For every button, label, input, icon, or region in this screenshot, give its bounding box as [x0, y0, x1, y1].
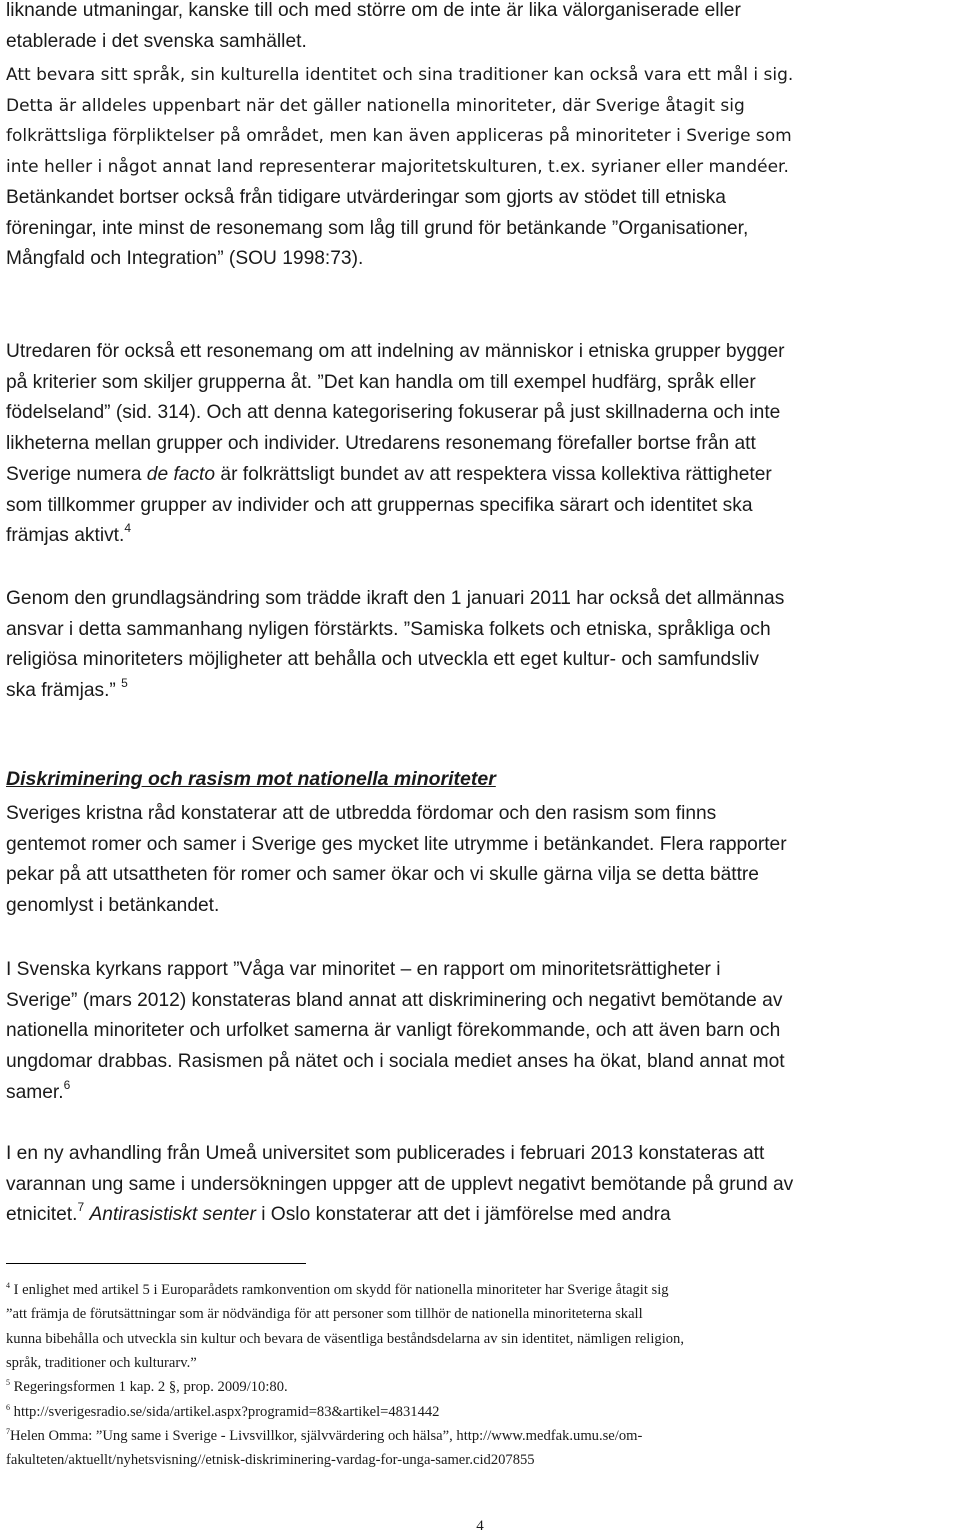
footnote-line[interactable]: fakulteten/aktuellt/nyhetsvisning//etnisk-diskriminering-vardag-for-unga-samer.cid207855 [6, 1452, 535, 1469]
paragraph-umea-dissertation [6, 1139, 956, 1231]
text-line: Betänkandet bortser också från tidigare utvärderingar som gjorts av stödet till etniska [6, 187, 726, 208]
footnote-line [6, 1375, 956, 1399]
text-line: religiösa minoriteters möjligheter att behålla och utveckla ett eget kultur- och samfundsliv [6, 649, 759, 671]
paragraph-language-identity [6, 60, 956, 183]
text-line: som tillkommer grupper av individer och att gruppernas specifika särart och identitet ska [6, 494, 753, 516]
footnote-number: 4 [6, 1281, 10, 1290]
footnote-7 [6, 1424, 956, 1473]
text-line: på kriterier som skiljer grupperna åt. ”Det kan handla om till exempel hudfärg, språk eller [6, 371, 756, 393]
text-line: födelseland” (sid. 314). Och att denna kategorisering fokuserar på just skillnaderna och inte [6, 402, 781, 424]
footnote-reference-6[interactable]: 6 [63, 1077, 71, 1092]
text-line: Genom den grundlagsändring som trädde ikraft den 1 januari 2011 har också det allmännas [6, 588, 785, 609]
text-line: nationella minoriteter och urfolket samerna är vanligt förekommande, och att även barn och [6, 1020, 781, 1042]
text-segment: etnicitet. [6, 1204, 78, 1226]
paragraph-ethnic-grouping [6, 337, 956, 552]
footnote-line: ”att främja de förutsättningar som är nödvändiga för att personer som tillhör de nationella minoriteterna skall [6, 1306, 643, 1323]
footnote-line [6, 1400, 956, 1424]
text-line: liknande utmaningar, kanske till och med större om de inte är lika välorganiserade eller [6, 0, 741, 21]
text-line: varannan ung same i undersökningen uppger att de upplevt negativt bemötande på grund av [6, 1173, 794, 1195]
footnote-line: språk, traditioner och kulturarv.” [6, 1354, 197, 1371]
paragraph-church-report [6, 955, 956, 1109]
text-line: Sveriges kristna råd konstaterar att de utbredda fördomar och den rasism som finns [6, 803, 717, 824]
italic-term: de facto [146, 463, 216, 485]
text-line: föreningar, inte minst de resonemang som låg till grund för betänkande ”Organisationer, [6, 217, 749, 239]
page-number: 4 [476, 1518, 484, 1534]
text-segment: Sverige numera [6, 463, 147, 485]
text-segment: samer. [6, 1081, 64, 1103]
text-line: Mångfald och Integration” (SOU 1998:73). [6, 248, 364, 270]
footnote-line: kunna bibehålla och utveckla sin kultur och bevara de väsentliga beståndsdelarna av sin identitet, nämligen religion, [6, 1330, 684, 1347]
footnote-text[interactable]: Helen Omma: ”Ung same i Sverige - Livsvillkor, självvärdering och hälsa”, http://www.medfak.umu.se/om- [10, 1428, 643, 1444]
footnote-text: I enlighet med artikel 5 i Europarådets ramkonvention om skydd för nationella minoriteter har Sverige åtagit sig [13, 1282, 669, 1298]
text-segment: i Oslo konstaterar att det i jämförelse med andra [255, 1204, 671, 1226]
footnote-reference-5[interactable]: 5 [121, 676, 128, 691]
text-line: folkrättsliga förpliktelser på området, men kan även appliceras på minoriteter i Sverige som [6, 126, 792, 147]
footnote-number: 5 [6, 1378, 10, 1387]
text-line: I Svenska kyrkans rapport ”Våga var minoritet – en rapport om minoritetsrättigheter i [6, 959, 721, 980]
footnote-text: Regeringsformen 1 kap. 2 §, prop. 2009/10:80. [13, 1379, 288, 1395]
text-line: Att bevara sitt språk, sin kulturella identitet och sina traditioner kan också vara ett mål i sig. [6, 65, 794, 85]
text-line: Sverige” (mars 2012) konstateras bland annat att diskriminering och negativt bemötande av [6, 989, 783, 1011]
text-line: etablerade i det svenska samhället. [6, 30, 307, 52]
text-line: gentemot romer och samer i Sverige ges mycket lite utrymme i betänkandet. Flera rapporter [6, 833, 787, 855]
text-line: likheterna mellan grupper och individer. Utredarens resonemang förefaller bortse från att [6, 433, 756, 455]
intro-paragraph [6, 0, 956, 57]
text-line: Utredaren för också ett resonemang om att indelning av människor i etniska grupper bygger [6, 341, 785, 362]
footnote-number: 7 [6, 1427, 10, 1436]
footnote-4 [6, 1278, 956, 1375]
text-line [6, 676, 956, 707]
footnote-line [6, 1424, 956, 1448]
footnote-reference-4[interactable]: 4 [124, 521, 132, 536]
paragraph-previous-evaluations [6, 183, 956, 275]
text-line [6, 521, 956, 552]
footnote-5 [6, 1375, 956, 1399]
paragraph-constitution-amendment [6, 584, 956, 707]
text-line [6, 1200, 956, 1231]
text-line [6, 460, 956, 491]
footnote-line [6, 1278, 956, 1302]
footnote-number: 6 [6, 1403, 10, 1412]
text-line: ungdomar drabbas. Rasismen på nätet och i sociala mediet anses ha ökat, bland annat mot [6, 1051, 785, 1073]
text-line [6, 1078, 956, 1109]
text-line: pekar på att utsattheten för romer och samer ökar och vi skulle gärna vilja se detta bättre [6, 864, 759, 886]
footnote-separator [6, 1263, 306, 1264]
text-line: ansvar i detta sammanhang nyligen förstärkts. ”Samiska folkets och etniska, språkliga och [6, 618, 771, 640]
text-line: Detta är alldeles uppenbart när det gäller nationella minoriteter, där Sverige åtagit sig [6, 95, 745, 116]
text-segment: främjas aktivt. [6, 525, 125, 547]
text-line: genomlyst i betänkandet. [6, 895, 220, 917]
text-segment: ska främjas.” [6, 680, 116, 702]
footnote-reference-7[interactable]: 7 [77, 1200, 85, 1215]
paragraph-christian-council [6, 799, 956, 922]
footnote-6 [6, 1400, 956, 1424]
footnote-link[interactable]: http://sverigesradio.se/sida/artikel.aspx?programid=83&artikel=4831442 [13, 1404, 440, 1420]
italic-term: Antirasistiskt senter [89, 1204, 256, 1226]
section-heading: Diskriminering och rasism mot nationella minoriteter [6, 768, 496, 790]
text-segment: är folkrättsligt bundet av att respektera vissa kollektiva rättigheter [215, 463, 772, 485]
text-line: inte heller i något annat land representerar majoritetskulturen, t.ex. syrianer eller mandéer. [6, 157, 789, 178]
text-line: I en ny avhandling från Umeå universitet som publicerades i februari 2013 konstateras att [6, 1143, 765, 1164]
